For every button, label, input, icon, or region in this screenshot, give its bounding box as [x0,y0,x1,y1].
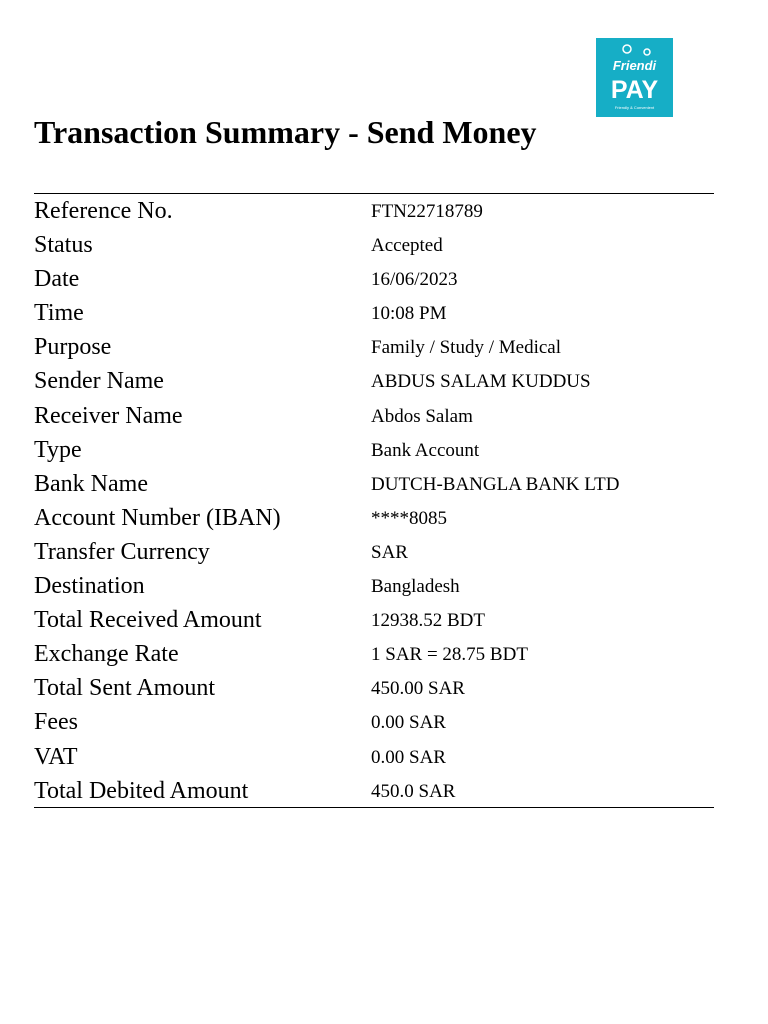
transaction-details [34,194,714,808]
row-value: 10:08 PM [371,303,447,325]
row-value: 1 SAR = 28.75 BDT [371,644,528,666]
row-label: Exchange Rate [34,641,179,668]
logo-mark [596,38,673,117]
row-total-received-amount [34,603,714,637]
bottom-divider [34,807,714,808]
row-label: Reference No. [34,198,173,224]
row-date [34,262,714,296]
row-value: 0.00 SAR [371,746,446,768]
row-reference-no [34,194,714,228]
row-value: Bangladesh [371,576,460,598]
row-fees [34,705,714,739]
row-value: FTN22718789 [371,201,483,222]
row-label: VAT [34,743,78,770]
row-label: Account Number (IBAN) [34,504,281,531]
row-value: DUTCH-BANGLA BANK LTD [371,473,620,495]
row-bank-name [34,467,714,501]
row-label: Status [34,232,93,259]
row-value: Abdos Salam [371,405,473,427]
row-value: Family / Study / Medical [371,337,561,359]
row-time [34,296,714,330]
row-label: Bank Name [34,470,148,497]
row-label: Total Sent Amount [34,675,215,702]
row-destination [34,569,714,603]
row-type [34,433,714,467]
row-value: SAR [371,541,408,563]
row-value: ****8085 [371,507,447,529]
row-sender-name [34,364,714,398]
row-total-sent-amount [34,671,714,705]
row-label: Time [34,300,84,327]
row-total-debited-amount [34,774,714,808]
row-value: 0.00 SAR [371,712,446,734]
row-value: 450.0 SAR [371,780,456,802]
row-label: Transfer Currency [34,538,210,565]
row-label: Type [34,436,82,463]
row-label: Date [34,266,80,293]
row-value: 12938.52 BDT [371,610,485,632]
row-label: Purpose [34,334,112,361]
row-label: Sender Name [34,368,164,395]
row-label: Destination [34,573,145,600]
row-value: 450.00 SAR [371,678,465,700]
page-title: Transaction Summary - Send Money [34,114,537,150]
row-label: Fees [34,709,78,736]
row-vat [34,740,714,774]
row-receiver-name [34,399,714,433]
logo-tagline: Friendly & Convenient [614,105,655,110]
row-transfer-currency [34,535,714,569]
row-value: Accepted [371,235,443,257]
friendi-pay-logo [596,38,673,117]
logo-brand-bottom: PAY [610,76,659,104]
row-value: Bank Account [371,439,480,461]
row-label: Total Debited Amount [34,777,249,804]
row-value: 16/06/2023 [371,269,458,291]
row-value: ABDUS SALAM KUDDUS [371,371,591,393]
row-status [34,228,714,262]
row-label: Total Received Amount [34,607,262,634]
row-account-number [34,501,714,535]
row-exchange-rate [34,637,714,671]
row-purpose [34,330,714,364]
row-label: Receiver Name [34,402,183,429]
logo-brand-top: Friendi [612,58,657,73]
